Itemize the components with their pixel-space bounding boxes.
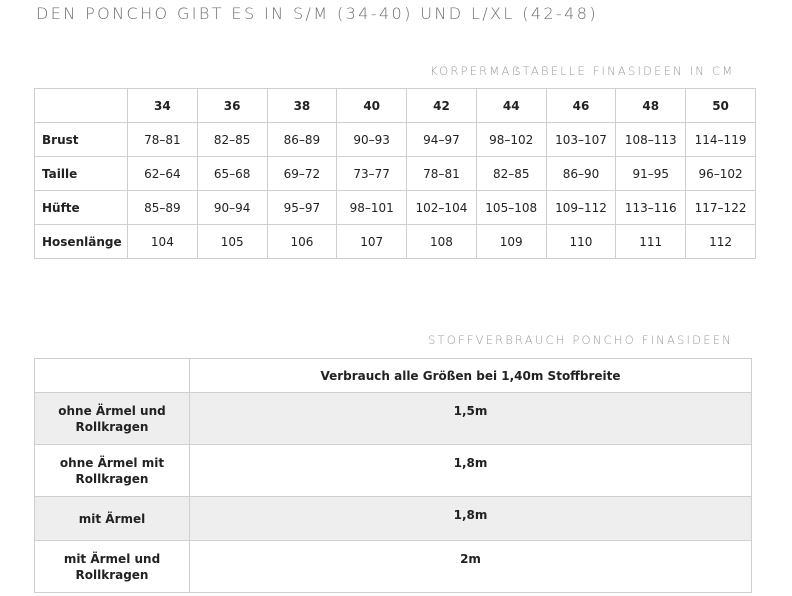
table-cell: 113–116 (616, 191, 686, 225)
table-cell: 1,5m (190, 393, 752, 445)
fabric-header-row (35, 359, 752, 393)
table-row (35, 497, 752, 541)
table-cell: 102–104 (407, 191, 477, 225)
table-cell: 1,8m (190, 445, 752, 497)
page-title: DEN PONCHO GIBT ES IN S/M (34-40) UND L/XL (42-48) (36, 4, 598, 23)
table-cell: 86–90 (546, 157, 616, 191)
table-cell: 69–72 (267, 157, 337, 191)
table-cell: 62–64 (128, 157, 198, 191)
table-cell: 112 (686, 225, 756, 259)
table-row (35, 225, 756, 259)
row-label: ohne Ärmel mit Rollkragen (35, 445, 190, 497)
table-cell: 117–122 (686, 191, 756, 225)
table-row (35, 445, 752, 497)
table-cell: 85–89 (128, 191, 198, 225)
table-cell: 90–94 (197, 191, 267, 225)
size-chart-table (34, 88, 756, 259)
row-label: ohne Ärmel und Rollkragen (35, 393, 190, 445)
size-table-title: KÖRPERMAẞTABELLE FINASIDEEN IN CM (430, 64, 735, 78)
table-cell: 78–81 (128, 123, 198, 157)
table-cell: 91–95 (616, 157, 686, 191)
table-cell: 109–112 (546, 191, 616, 225)
table-cell: 82–85 (476, 157, 546, 191)
table-cell: 108–113 (616, 123, 686, 157)
size-header: 42 (407, 89, 477, 123)
size-header: 36 (197, 89, 267, 123)
table-row (35, 541, 752, 593)
table-cell: 108 (407, 225, 477, 259)
table-cell: 2m (190, 541, 752, 593)
table-row (35, 191, 756, 225)
table-cell: 86–89 (267, 123, 337, 157)
table-cell: 78–81 (407, 157, 477, 191)
table-cell: 110 (546, 225, 616, 259)
fabric-header: Verbrauch alle Größen bei 1,40m Stoffbreite (190, 359, 752, 393)
corner-cell (35, 89, 128, 123)
size-header: 50 (686, 89, 756, 123)
size-header-row (35, 89, 756, 123)
table-cell: 104 (128, 225, 198, 259)
table-cell: 98–101 (337, 191, 407, 225)
fabric-usage-table (34, 358, 752, 593)
table-cell: 65–68 (197, 157, 267, 191)
table-cell: 1,8m (190, 497, 752, 541)
table-cell: 98–102 (476, 123, 546, 157)
table-cell: 105 (197, 225, 267, 259)
row-label: Brust (35, 123, 128, 157)
size-header: 40 (337, 89, 407, 123)
table-cell: 95–97 (267, 191, 337, 225)
table-cell: 90–93 (337, 123, 407, 157)
table-cell: 103–107 (546, 123, 616, 157)
table-row (35, 157, 756, 191)
size-header: 38 (267, 89, 337, 123)
table-cell: 106 (267, 225, 337, 259)
table-cell: 82–85 (197, 123, 267, 157)
size-header: 48 (616, 89, 686, 123)
row-label: Hosenlänge (35, 225, 128, 259)
size-header: 46 (546, 89, 616, 123)
corner-cell (35, 359, 190, 393)
fabric-table-title: STOFFVERBRAUCH PONCHO FINASIDEEN (428, 333, 733, 347)
table-row (35, 393, 752, 445)
row-label: Taille (35, 157, 128, 191)
size-header: 34 (128, 89, 198, 123)
table-cell: 107 (337, 225, 407, 259)
row-label: Hüfte (35, 191, 128, 225)
table-cell: 114–119 (686, 123, 756, 157)
table-cell: 111 (616, 225, 686, 259)
table-cell: 109 (476, 225, 546, 259)
row-label: mit Ärmel (35, 497, 190, 541)
table-cell: 96–102 (686, 157, 756, 191)
row-label: mit Ärmel und Rollkragen (35, 541, 190, 593)
table-row (35, 123, 756, 157)
table-cell: 94–97 (407, 123, 477, 157)
table-cell: 73–77 (337, 157, 407, 191)
table-cell: 105–108 (476, 191, 546, 225)
size-header: 44 (476, 89, 546, 123)
